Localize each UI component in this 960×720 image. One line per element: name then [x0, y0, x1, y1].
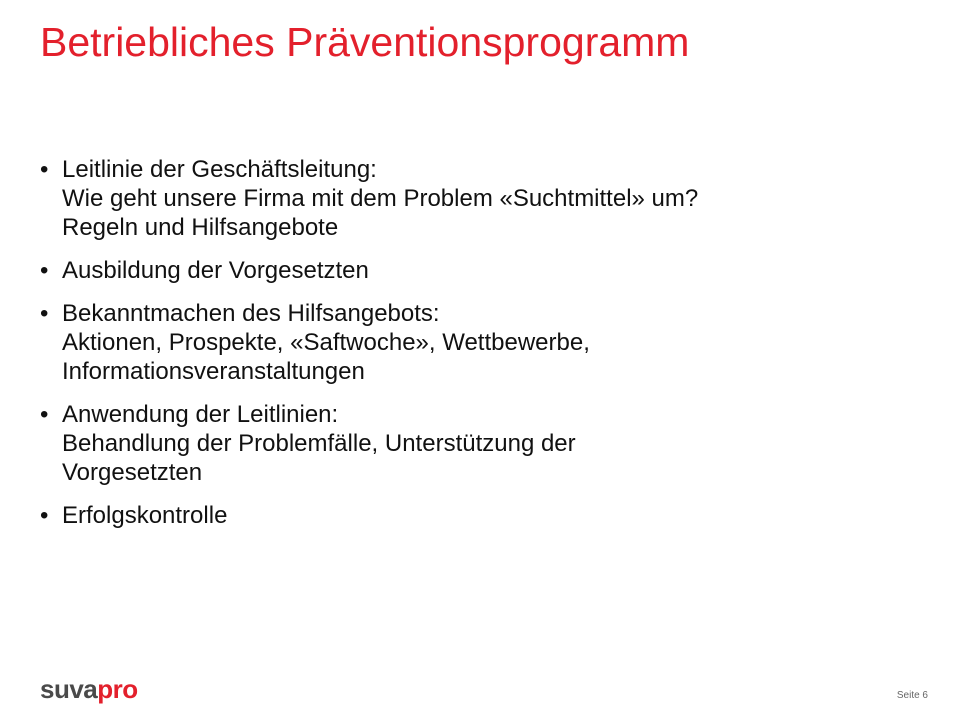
- bullet-line: Informationsveranstaltungen: [62, 358, 365, 385]
- bullet-line: Ausbildung der Vorgesetzten: [62, 257, 369, 284]
- bullet-line: Anwendung der Leitlinien:: [62, 401, 339, 428]
- bullet-line: Erfolgskontrolle: [62, 502, 228, 529]
- bullet-marker: •: [40, 300, 49, 327]
- slide-title: Betriebliches Präventionsprogramm: [40, 19, 690, 65]
- bullet-item: [40, 299, 930, 386]
- bullet-list: [40, 155, 930, 544]
- bullet-line: Behandlung der Problemfälle, Unterstützung der: [62, 430, 576, 457]
- logo-text-suva: suva: [40, 674, 98, 704]
- bullet-line: Regeln und Hilfsangebote: [62, 214, 339, 241]
- bullet-line: Wie geht unsere Firma mit dem Problem «Suchtmittel» um?: [62, 185, 699, 212]
- bullet-marker: •: [40, 156, 49, 183]
- bullet-item: [40, 155, 930, 242]
- bullet-marker: •: [40, 502, 49, 529]
- bullet-marker: •: [40, 401, 49, 428]
- page-number: Seite 6: [896, 690, 928, 701]
- bullet-line: Aktionen, Prospekte, «Saftwoche», Wettbewerbe,: [62, 329, 590, 356]
- bullet-item: [40, 400, 930, 487]
- bullet-item: [40, 256, 930, 285]
- bullet-line: Bekanntmachen des Hilfsangebots:: [62, 300, 440, 327]
- bullet-line: Vorgesetzten: [62, 459, 203, 486]
- bullet-line: Leitlinie der Geschäftsleitung:: [62, 156, 377, 183]
- bullet-marker: •: [40, 257, 49, 284]
- bullet-item: [40, 501, 930, 530]
- logo-text-pro: pro: [97, 674, 138, 704]
- suvapro-logo: [40, 676, 138, 702]
